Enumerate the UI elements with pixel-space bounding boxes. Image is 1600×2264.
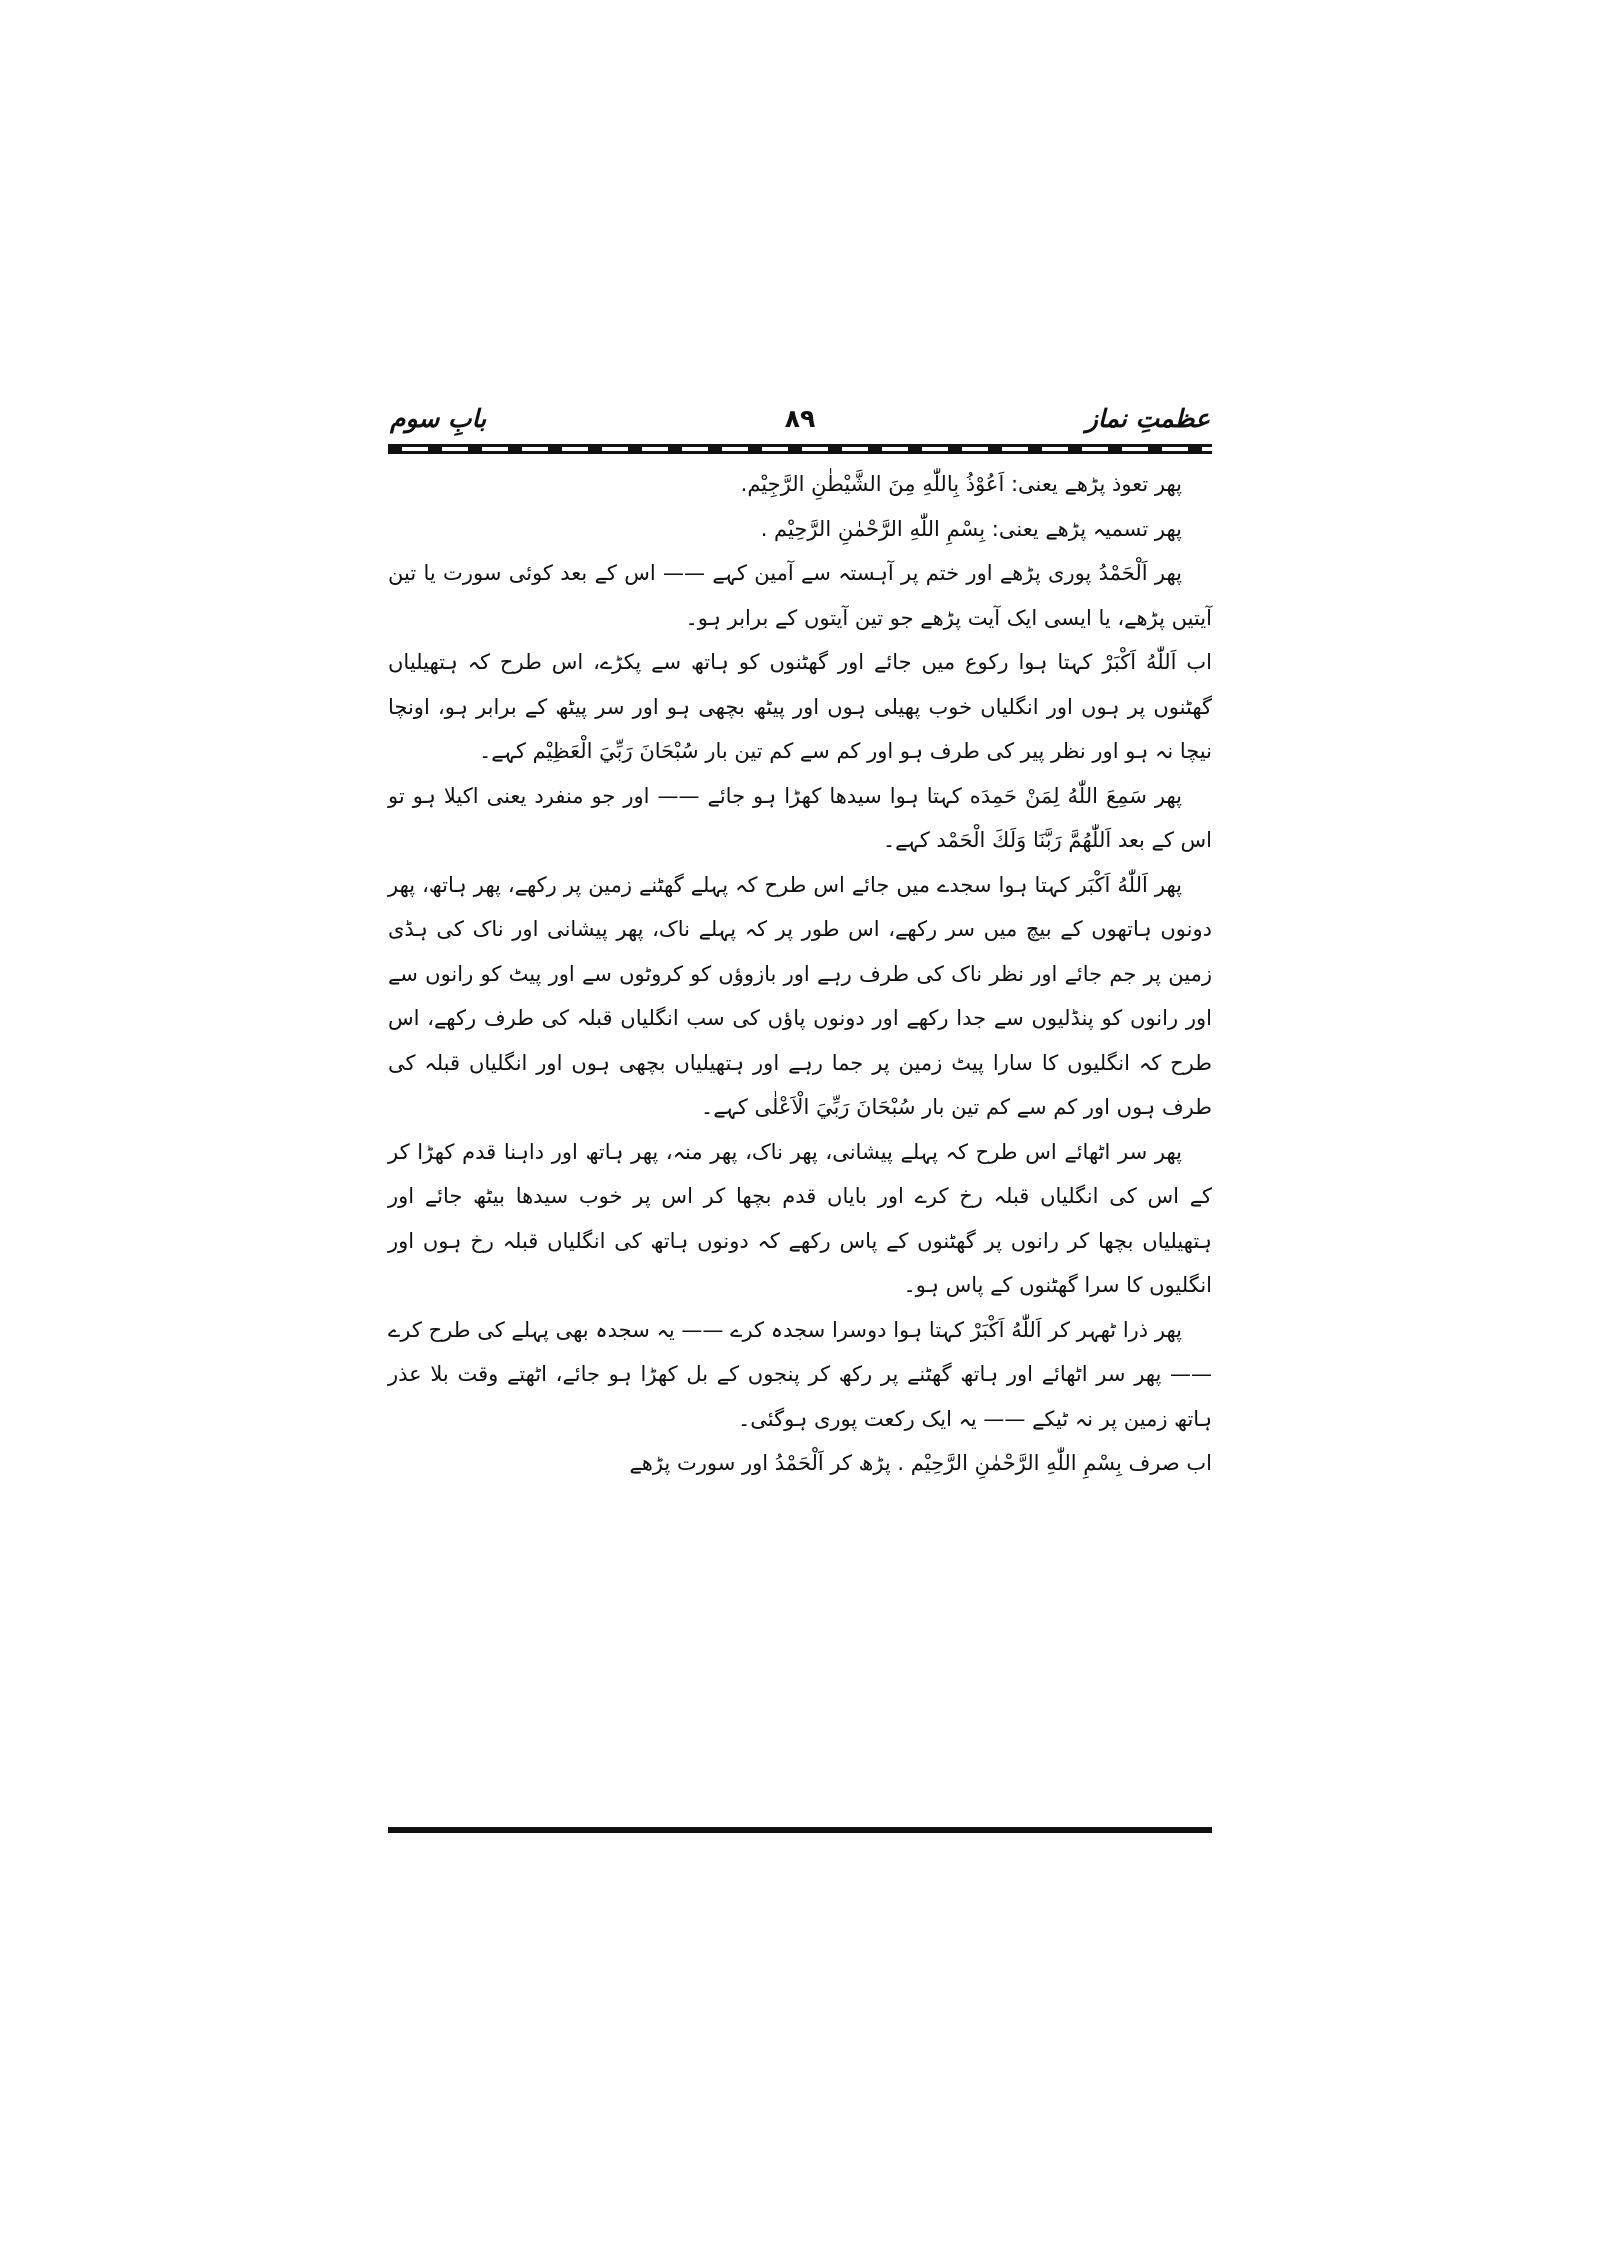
book-title: عظمتِ نماز	[1085, 404, 1210, 433]
footer-rule	[388, 1827, 1212, 1833]
paragraph-ruku: اب اَللّٰهُ اَكْبَرْ کہتا ہوا رکوع میں جائے اور گھٹنوں کو ہاتھ سے پکڑے، اس طرح کہ ہتھیلیاں گھٹنوں پر ہوں اور انگلیاں خوب پھیلی ہوں اور پیٹھ بچھی ہو اور سر پیٹھ کے برابر ہو، اونچا نیچا نہ ہو اور نظر پیر کی طرف ہو اور کم سے کم تین بار سُبْحَانَ رَبِّيَ الْعَظِيْم کہے۔	[388, 650, 1212, 763]
paragraph-fatiha: پھر اَلْحَمْدُ پوری پڑھے اور ختم پر آہستہ سے آمین کہے —— اس کے بعد کوئی سورت یا تین آیتیں پڑھے، یا ایسی ایک آیت پڑھے جو تین آیتوں کے برابر ہو۔	[388, 561, 1212, 630]
paragraph-taawwuz: پھر تعوذ پڑھے یعنی: اَعُوْذُ بِاللّٰهِ مِنَ الشَّيْطٰنِ الرَّجِيْم.	[740, 472, 1182, 496]
paragraph-second-rakat: اب صرف بِسْمِ اللّٰهِ الرَّحْمٰنِ الرَّحِيْم . پڑھ کر اَلْحَمْدُ اور سورت پڑھے	[629, 1451, 1212, 1475]
header-rule-dashes	[388, 447, 1212, 451]
paragraph-sajda: پھر اَللّٰهُ اَكْبَر کہتا ہوا سجدے میں جائے اس طرح کہ پہلے گھٹنے زمین پر رکھے، پھر ہاتھ، پھر دونوں ہاتھوں کے بیچ میں سر رکھے، اس طور پر کہ پہلے ناک، پھر پیشانی اور ناک کی ہڈی زمین پر جم جائے اور نظر ناک کی طرف رہے اور بازوؤں کو کروٹوں سے اور پیٹ کو رانوں سے اور رانوں کو پنڈلیوں سے جدا رکھے اور دونوں پاؤں کی سب انگلیاں قبلہ کی طرف رکھے، اس طرح کہ انگلیوں کا سارا پیٹ زمین پر جما رہے اور ہتھیلیاں بچھی ہوں اور انگلیاں قبلہ کی طرف ہوں اور کم سے کم تین بار سُبْحَانَ رَبِّيَ الْاَعْلٰى کہے۔	[388, 872, 1212, 1119]
header-dashed-rule	[388, 444, 1212, 454]
chapter-title: بابِ سوم	[390, 404, 487, 433]
body-text	[388, 462, 1212, 1486]
paragraph-second-sajda: پھر ذرا ٹھہر کر اَللّٰهُ اَكْبَرْ کہتا ہوا دوسرا سجدہ کرے —— یہ سجدہ بھی پہلے کی طرح کرے —— پھر سر اٹھائے اور ہاتھ گھٹنے پر رکھ کر پنجوں کے بل کھڑا ہو جائے، اٹھتے وقت بلا عذر ہاتھ زمین پر نہ ٹیکے —— یہ ایک رکعت پوری ہوگئی۔	[388, 1317, 1212, 1431]
paragraph-tasmiya: پھر تسمیہ پڑھے یعنی: بِسْمِ اللّٰهِ الرَّحْمٰنِ الرَّحِيْم .	[760, 516, 1182, 541]
paragraph-jalsa: پھر سر اٹھائے اس طرح کہ پہلے پیشانی، پھر ناک، پھر منہ، پھر ہاتھ اور داہنا قدم کھڑا کر کے اس کی انگلیاں قبلہ رخ کرے اور بایاں قدم بچھا کر اس پر خوب سیدھا بیٹھ جائے اور ہتھیلیاں بچھا کر رانوں پر گھٹنوں کے پاس رکھے کہ دونوں ہاتھ کی انگلیاں قبلہ رخ ہوں اور انگلیوں کا سرا گھٹنوں کے پاس ہو۔	[388, 1139, 1212, 1297]
page-number: ۸۹	[784, 404, 816, 433]
paragraph-qauma: پھر سَمِعَ اللّٰهُ لِمَنْ حَمِدَه کہتا ہوا سیدھا کھڑا ہو جائے —— اور جو منفرد یعنی اکیلا ہو تو اس کے بعد اَللّٰهُمَّ رَبَّنَا وَلَكَ الْحَمْد کہے۔	[388, 783, 1212, 852]
running-header	[388, 402, 1212, 442]
book-page	[388, 0, 1212, 2264]
